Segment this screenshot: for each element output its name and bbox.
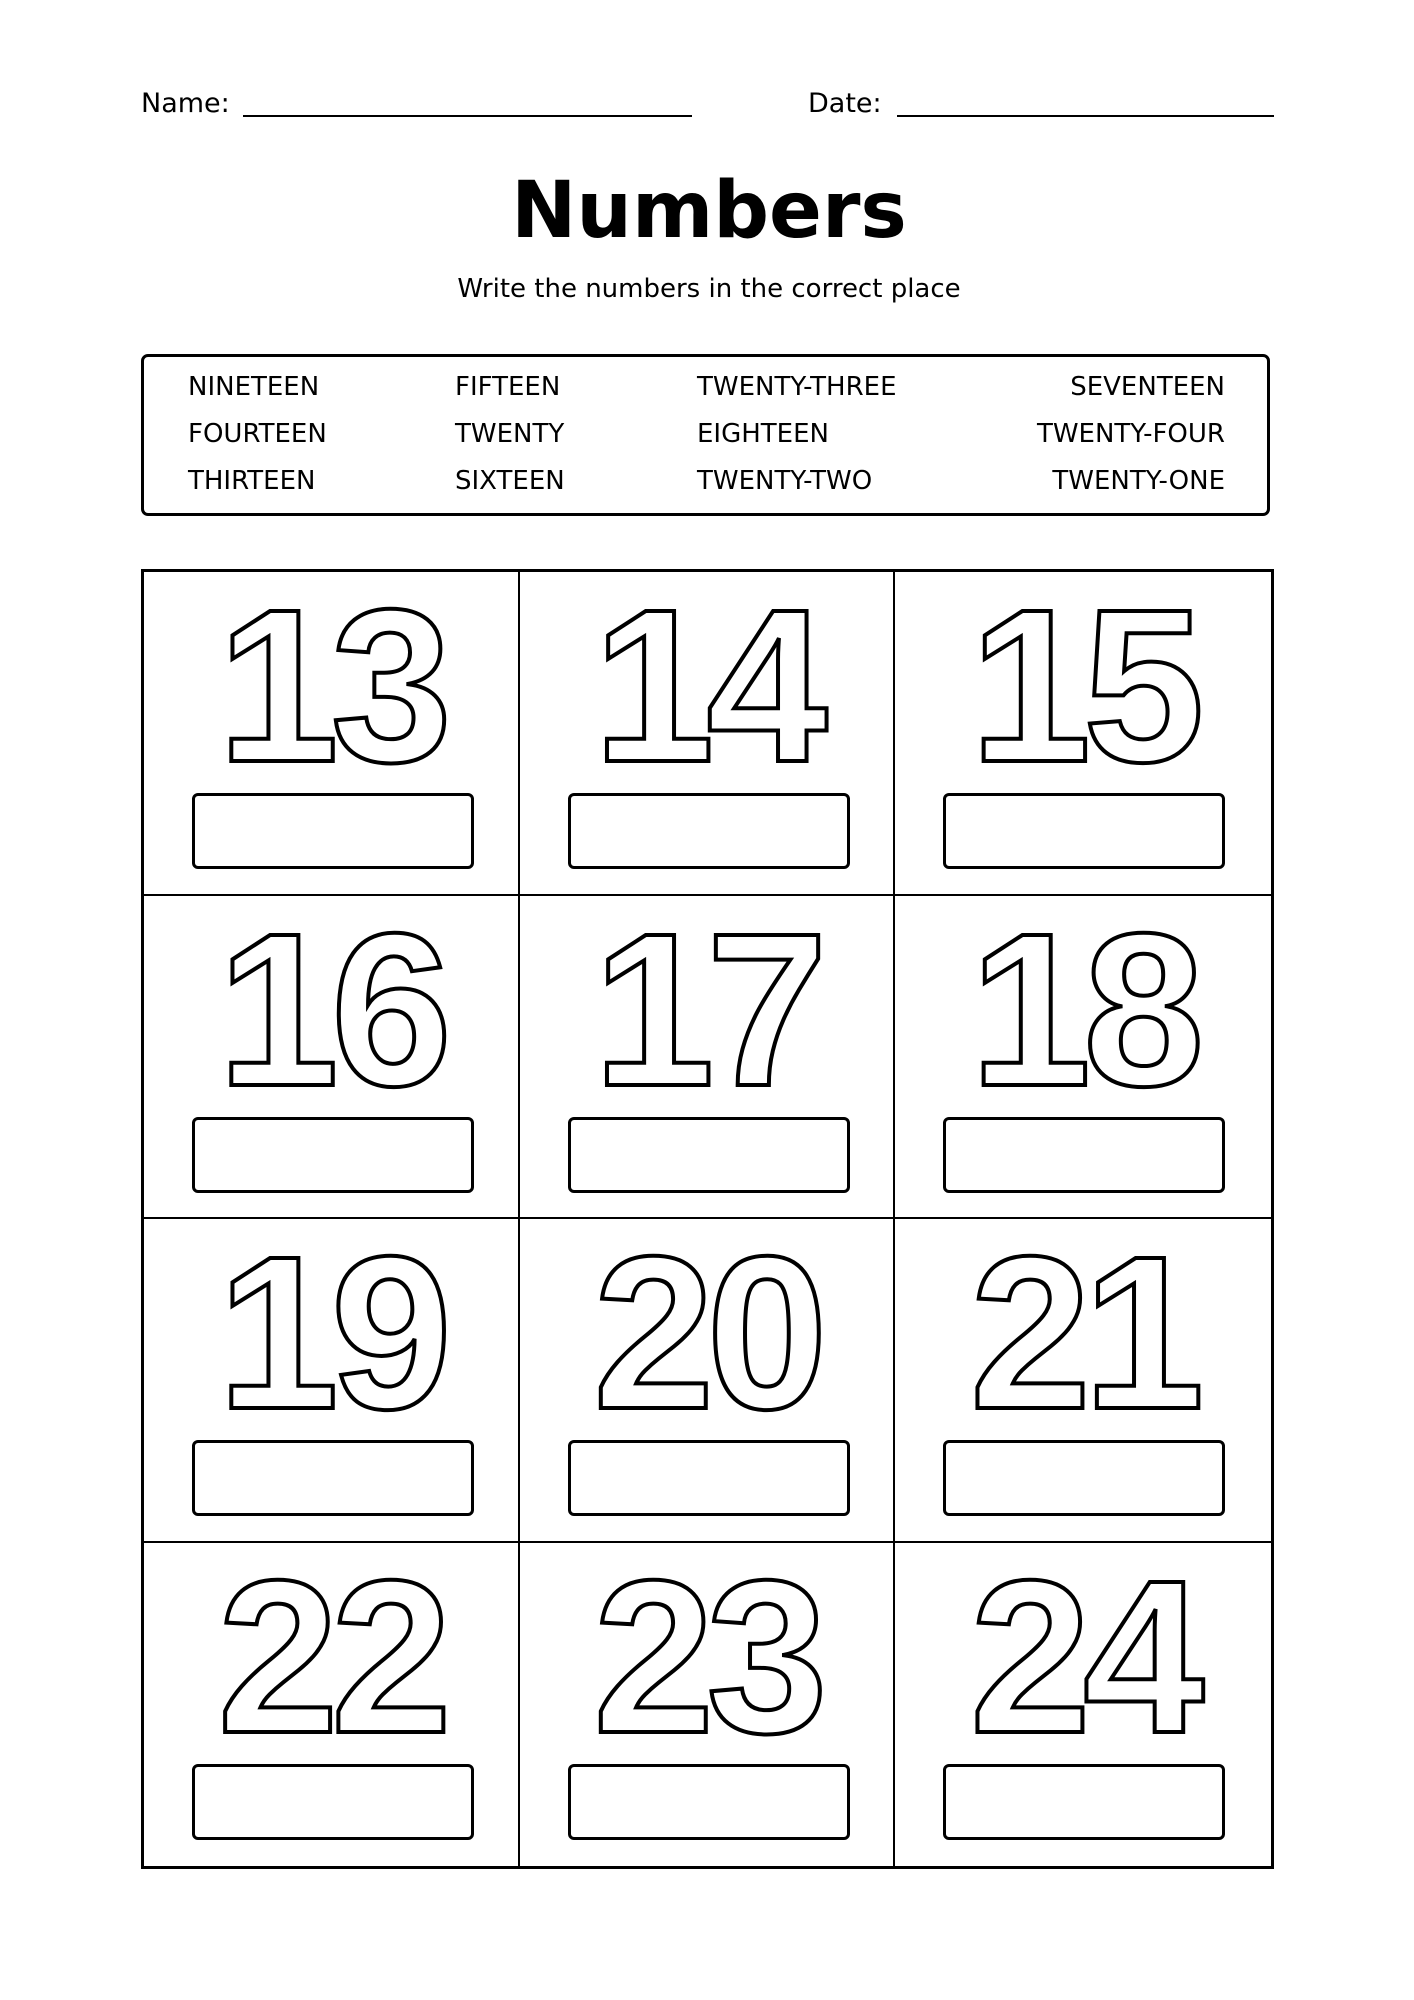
word-bank-item: TWENTY (455, 419, 565, 449)
outlined-number: 20 (593, 1212, 820, 1455)
answer-box[interactable] (943, 793, 1225, 869)
word-bank-item: FOURTEEN (188, 419, 327, 449)
number-cell (520, 1212, 896, 1543)
outlined-number: 17 (593, 888, 820, 1132)
number-cell (144, 1212, 520, 1543)
answer-box[interactable] (192, 793, 474, 869)
outlined-number: 18 (969, 888, 1197, 1132)
answer-box[interactable] (192, 1764, 474, 1840)
date-field[interactable] (897, 115, 1274, 117)
answer-box[interactable] (943, 1440, 1225, 1516)
number-grid (141, 565, 1274, 1869)
answer-box[interactable] (192, 1117, 474, 1193)
word-bank-item: TWENTY-TWO (697, 466, 873, 496)
page-title: Numbers (511, 166, 907, 256)
word-bank (141, 354, 1270, 516)
outlined-number: 23 (593, 1535, 820, 1779)
answer-box[interactable] (568, 1440, 850, 1516)
outlined-number: 15 (969, 565, 1197, 808)
word-bank-item: FIFTEEN (455, 372, 561, 402)
outlined-number: 13 (217, 565, 445, 808)
outlined-number: 19 (217, 1212, 445, 1455)
answer-box[interactable] (943, 1117, 1225, 1193)
number-cell (144, 888, 520, 1220)
name-label: Name: (141, 88, 230, 119)
number-cell (895, 1212, 1271, 1543)
number-cell (895, 565, 1271, 896)
number-cell (144, 565, 520, 896)
name-field[interactable] (243, 115, 692, 117)
word-bank-item: SIXTEEN (455, 466, 565, 496)
answer-box[interactable] (568, 1764, 850, 1840)
answer-box[interactable] (192, 1440, 474, 1516)
word-bank-item: SEVENTEEN (1070, 372, 1225, 402)
answer-box[interactable] (568, 1117, 850, 1193)
word-bank-item: TWENTY-ONE (1052, 466, 1225, 496)
outlined-number: 14 (593, 565, 820, 808)
outlined-number: 21 (969, 1212, 1197, 1455)
number-cell (520, 1535, 896, 1867)
word-bank-item: NINETEEN (188, 372, 320, 402)
number-cell (895, 1535, 1271, 1867)
word-bank-item: THIRTEEN (188, 466, 316, 496)
instructions: Write the numbers in the correct place (457, 274, 961, 304)
outlined-number: 22 (217, 1535, 445, 1779)
number-cell (144, 1535, 520, 1867)
answer-box[interactable] (568, 793, 850, 869)
outlined-number: 24 (969, 1535, 1197, 1779)
word-bank-item: TWENTY-THREE (697, 372, 897, 402)
answer-box[interactable] (943, 1764, 1225, 1840)
word-bank-item: EIGHTEEN (697, 419, 829, 449)
number-cell (895, 888, 1271, 1220)
number-cell (520, 565, 896, 896)
word-bank-item: TWENTY-FOUR (1036, 419, 1225, 449)
date-label: Date: (808, 88, 882, 119)
outlined-number: 16 (217, 888, 445, 1132)
number-cell (520, 888, 896, 1220)
